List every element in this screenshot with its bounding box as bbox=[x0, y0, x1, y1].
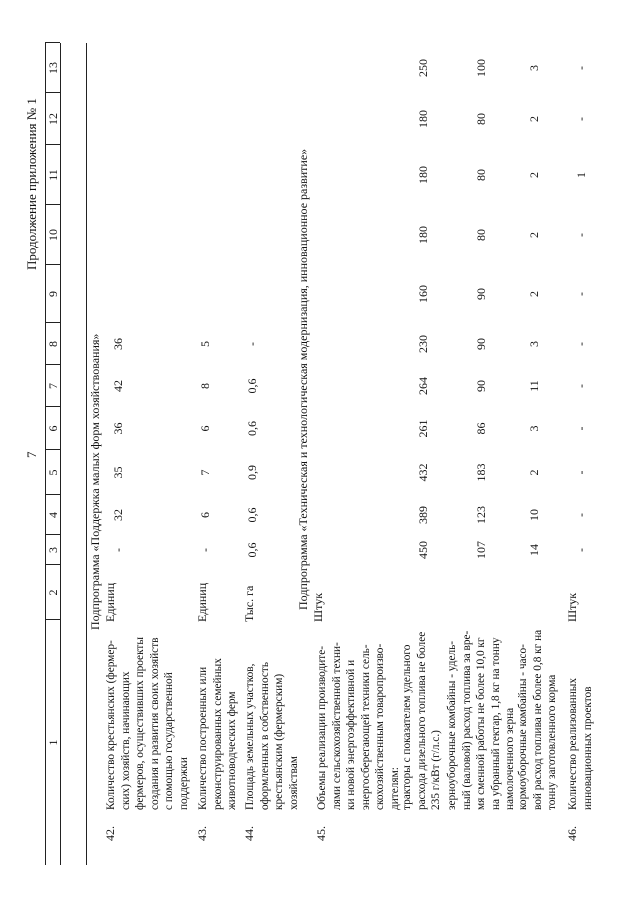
col-header-8: 8 bbox=[46, 341, 60, 347]
cell-value: 123 bbox=[474, 506, 488, 524]
cell-value: - bbox=[574, 342, 588, 346]
cell-value: 230 bbox=[416, 335, 430, 353]
col-header-3: 3 bbox=[46, 547, 60, 553]
cell-value: 180 bbox=[416, 110, 430, 128]
cell-value: 90 bbox=[474, 288, 488, 300]
cell-value: 80 bbox=[474, 113, 488, 125]
row-unit: Штук bbox=[311, 592, 325, 622]
cell-value: - bbox=[574, 470, 588, 475]
cell-value: - bbox=[111, 548, 125, 552]
cell-value: 1 bbox=[574, 172, 588, 178]
cell-value: 0,6 bbox=[245, 378, 259, 394]
cell-value: 389 bbox=[416, 506, 430, 524]
cell-value: 36 bbox=[111, 338, 125, 350]
subprogram-tech-modernization: Подпрограмма «Техническая и технологическая модернизация, инновационное развитие» bbox=[296, 148, 310, 610]
row-label: Количество построенных или реконструированных семейных животноводческих ферм bbox=[197, 658, 238, 810]
cell-value: 183 bbox=[474, 463, 488, 482]
cell-value: 2 bbox=[527, 172, 541, 178]
cell-value: 2 bbox=[527, 291, 541, 297]
col-header-4: 4 bbox=[46, 512, 60, 518]
cell-value: 5 bbox=[198, 341, 212, 347]
cell-value: 0,6 bbox=[245, 421, 259, 436]
cell-value: - bbox=[574, 426, 588, 431]
row-number: 42. bbox=[103, 826, 117, 841]
cell-value: 2 bbox=[527, 116, 541, 122]
col-header-5: 5 bbox=[46, 469, 60, 476]
cell-value: - bbox=[574, 117, 588, 121]
cell-value: 90 bbox=[474, 338, 488, 350]
cell-value: 11 bbox=[527, 380, 541, 392]
cell-value: - bbox=[574, 548, 588, 552]
row-label: Объемы реализации производите- лями сельскохозяйственной техни- ки новой энергоэффективной и энергосберегающей техники сель- скохозяйственным товаропроизво- дителям: bbox=[316, 642, 401, 810]
cell-value: 80 bbox=[474, 229, 488, 241]
row-unit: Единиц bbox=[195, 582, 209, 622]
cell-value: - bbox=[574, 233, 588, 237]
cell-value: - bbox=[574, 292, 588, 296]
row-unit: Единиц bbox=[103, 582, 117, 622]
cell-value: - bbox=[198, 548, 212, 552]
row-number: 43. bbox=[195, 826, 209, 841]
cell-value: - bbox=[574, 66, 588, 70]
cell-value: 7 bbox=[198, 469, 212, 476]
cell-value: 250 bbox=[416, 59, 430, 77]
cell-value: 450 bbox=[416, 541, 430, 559]
cell-value: 14 bbox=[527, 544, 541, 556]
cell-value: 3 bbox=[527, 341, 541, 347]
col-header-1: 1 bbox=[46, 739, 60, 746]
col-header-9: 9 bbox=[46, 291, 60, 297]
cell-value: 160 bbox=[416, 285, 430, 303]
cell-value: 36 bbox=[111, 422, 125, 435]
page-number: 7 bbox=[24, 451, 39, 458]
cell-value: 261 bbox=[416, 419, 430, 438]
cell-value: 10 bbox=[527, 509, 541, 521]
row-number: 44. bbox=[242, 826, 256, 841]
first-column-rule bbox=[86, 43, 87, 865]
row-number: 46. bbox=[565, 826, 579, 841]
cell-value: 8 bbox=[198, 383, 212, 389]
cell-value: 180 bbox=[416, 226, 430, 244]
cell-value: 2 bbox=[527, 232, 541, 238]
cell-value: 0,9 bbox=[245, 465, 259, 480]
cell-value: 3 bbox=[527, 425, 541, 432]
cell-value: 432 bbox=[416, 463, 430, 482]
cell-value: 0,6 bbox=[245, 542, 259, 558]
row-label: тракторы с показателем удельного расхода дизельного топлива не более 235 г/кВт (г/л.с.) bbox=[401, 631, 442, 810]
subprogram-small-farms: Подпрограмма «Поддержка малых форм хозяйствования» bbox=[88, 333, 102, 630]
cell-value: 3 bbox=[527, 65, 541, 71]
cell-value: - bbox=[574, 384, 588, 388]
col-header-12: 12 bbox=[46, 113, 60, 125]
row-label: Количество крестьянских (фермер- ских) хозяйств, начинающих фермеров, осуществивших проекты создания и развития своих хозяйств с помощью государственной поддержки bbox=[105, 637, 190, 810]
row-unit: Штук bbox=[565, 592, 579, 622]
row-label: Площадь земельных участков, оформленных в собственность крестьянским (фермерским) хозяйствам bbox=[244, 662, 300, 810]
cell-value: 35 bbox=[111, 466, 125, 479]
cell-value: 42 bbox=[111, 380, 125, 392]
cell-value: - bbox=[574, 513, 588, 517]
col-header-6: 6 bbox=[46, 425, 60, 432]
cell-value: 180 bbox=[416, 166, 430, 184]
row-unit: Тыс. га bbox=[242, 585, 256, 622]
col-header-2: 2 bbox=[46, 589, 60, 596]
cell-value: 86 bbox=[474, 422, 488, 435]
col-header-10: 10 bbox=[46, 229, 60, 241]
cell-value: 90 bbox=[474, 380, 488, 392]
row-label: кормоуборочные комбайны - часо- вой расход топлива не более 0,8 кг на тонну заготовленного корма bbox=[517, 629, 558, 810]
col-header-13: 13 bbox=[46, 62, 60, 74]
cell-value: 32 bbox=[111, 509, 125, 521]
cell-value: 2 bbox=[527, 469, 541, 476]
cell-value: 6 bbox=[198, 512, 212, 518]
col-header-7: 7 bbox=[46, 383, 60, 389]
row-label: зерноуборочные комбайны - удель- ный (валовой) расход топлива за вре- мя сменной работы не более 10,0 кг на убранный гектар, 1,8 кг на тонну намолоченного зерна bbox=[446, 630, 516, 810]
cell-value: 80 bbox=[474, 169, 488, 181]
header-bottom-border bbox=[60, 43, 61, 865]
cell-value: 6 bbox=[198, 425, 212, 432]
row-number: 45. bbox=[314, 826, 328, 841]
cell-value: - bbox=[245, 342, 259, 346]
col-header-11: 11 bbox=[46, 169, 60, 181]
row-label: Количество реализованных инновационных проектов bbox=[567, 678, 594, 810]
cell-value: 0,6 bbox=[245, 507, 259, 523]
continuation-label: Продолжение приложения № 1 bbox=[24, 98, 39, 270]
cell-value: 264 bbox=[416, 377, 430, 395]
cell-value: 100 bbox=[474, 59, 488, 77]
cell-value: 107 bbox=[474, 541, 488, 559]
